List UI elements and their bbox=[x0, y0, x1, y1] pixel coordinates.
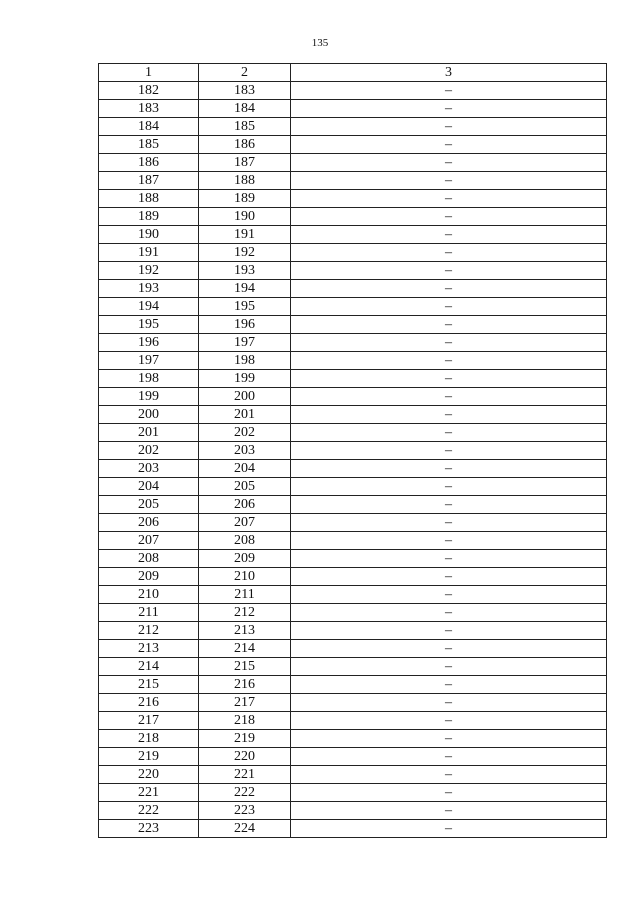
table-cell-col-3: – bbox=[291, 190, 607, 208]
table-cell-col-1: 200 bbox=[99, 406, 199, 424]
table-cell-col-1: 222 bbox=[99, 802, 199, 820]
table-row bbox=[99, 226, 607, 244]
table-row bbox=[99, 514, 607, 532]
table-cell-col-2: 193 bbox=[199, 262, 291, 280]
table-row bbox=[99, 766, 607, 784]
table-cell-col-2: 200 bbox=[199, 388, 291, 406]
table-cell-col-2: 199 bbox=[199, 370, 291, 388]
table-cell-col-3: – bbox=[291, 550, 607, 568]
column-header-1: 1 bbox=[99, 64, 199, 82]
table-cell-col-2: 221 bbox=[199, 766, 291, 784]
table-cell-col-2: 187 bbox=[199, 154, 291, 172]
table-row bbox=[99, 712, 607, 730]
table-cell-col-2: 206 bbox=[199, 496, 291, 514]
table-cell-col-1: 201 bbox=[99, 424, 199, 442]
table-cell-col-1: 205 bbox=[99, 496, 199, 514]
table-cell-col-2: 207 bbox=[199, 514, 291, 532]
table-cell-col-3: – bbox=[291, 676, 607, 694]
table-cell-col-2: 188 bbox=[199, 172, 291, 190]
table-row bbox=[99, 370, 607, 388]
table-row bbox=[99, 820, 607, 838]
table-cell-col-2: 214 bbox=[199, 640, 291, 658]
table-cell-col-1: 211 bbox=[99, 604, 199, 622]
table-cell-col-3: – bbox=[291, 280, 607, 298]
table-row bbox=[99, 208, 607, 226]
table-row bbox=[99, 784, 607, 802]
table-cell-col-3: – bbox=[291, 478, 607, 496]
table-cell-col-2: 195 bbox=[199, 298, 291, 316]
table-cell-col-1: 194 bbox=[99, 298, 199, 316]
table-cell-col-1: 190 bbox=[99, 226, 199, 244]
table-cell-col-3: – bbox=[291, 352, 607, 370]
table-cell-col-1: 195 bbox=[99, 316, 199, 334]
table-cell-col-3: – bbox=[291, 118, 607, 136]
table-row bbox=[99, 568, 607, 586]
table-cell-col-3: – bbox=[291, 460, 607, 478]
table-cell-col-2: 189 bbox=[199, 190, 291, 208]
table-cell-col-3: – bbox=[291, 640, 607, 658]
table-row bbox=[99, 316, 607, 334]
table-cell-col-2: 224 bbox=[199, 820, 291, 838]
table-cell-col-3: – bbox=[291, 244, 607, 262]
table-cell-col-3: – bbox=[291, 154, 607, 172]
table-row bbox=[99, 802, 607, 820]
table-cell-col-2: 210 bbox=[199, 568, 291, 586]
table-cell-col-2: 196 bbox=[199, 316, 291, 334]
table-cell-col-1: 208 bbox=[99, 550, 199, 568]
column-header-2: 2 bbox=[199, 64, 291, 82]
table-row bbox=[99, 334, 607, 352]
table-cell-col-2: 202 bbox=[199, 424, 291, 442]
table-cell-col-1: 221 bbox=[99, 784, 199, 802]
table-cell-col-3: – bbox=[291, 406, 607, 424]
table-cell-col-2: 185 bbox=[199, 118, 291, 136]
table-cell-col-2: 205 bbox=[199, 478, 291, 496]
table-cell-col-1: 206 bbox=[99, 514, 199, 532]
table-cell-col-3: – bbox=[291, 442, 607, 460]
table-cell-col-3: – bbox=[291, 514, 607, 532]
table-cell-col-1: 219 bbox=[99, 748, 199, 766]
table-body bbox=[99, 82, 607, 838]
table-row bbox=[99, 190, 607, 208]
table-cell-col-3: – bbox=[291, 730, 607, 748]
table-row bbox=[99, 352, 607, 370]
table-cell-col-1: 202 bbox=[99, 442, 199, 460]
table-cell-col-1: 199 bbox=[99, 388, 199, 406]
table-cell-col-2: 216 bbox=[199, 676, 291, 694]
table-row bbox=[99, 496, 607, 514]
table-row bbox=[99, 622, 607, 640]
table-cell-col-1: 188 bbox=[99, 190, 199, 208]
table-cell-col-1: 218 bbox=[99, 730, 199, 748]
table-cell-col-3: – bbox=[291, 568, 607, 586]
column-header-3: 3 bbox=[291, 64, 607, 82]
table-row bbox=[99, 262, 607, 280]
table-cell-col-2: 212 bbox=[199, 604, 291, 622]
table-cell-col-2: 219 bbox=[199, 730, 291, 748]
table-cell-col-2: 186 bbox=[199, 136, 291, 154]
table-cell-col-2: 222 bbox=[199, 784, 291, 802]
table-header-row bbox=[99, 64, 607, 82]
table-row bbox=[99, 442, 607, 460]
table-cell-col-3: – bbox=[291, 172, 607, 190]
table-cell-col-3: – bbox=[291, 694, 607, 712]
table-cell-col-3: – bbox=[291, 136, 607, 154]
table-cell-col-1: 207 bbox=[99, 532, 199, 550]
table-row bbox=[99, 586, 607, 604]
table-cell-col-3: – bbox=[291, 820, 607, 838]
data-table bbox=[98, 63, 607, 838]
table-cell-col-1: 209 bbox=[99, 568, 199, 586]
table-cell-col-1: 192 bbox=[99, 262, 199, 280]
table-row bbox=[99, 460, 607, 478]
table-cell-col-2: 197 bbox=[199, 334, 291, 352]
table-cell-col-3: – bbox=[291, 208, 607, 226]
table-cell-col-3: – bbox=[291, 586, 607, 604]
table-cell-col-1: 186 bbox=[99, 154, 199, 172]
table-cell-col-3: – bbox=[291, 316, 607, 334]
table-cell-col-1: 210 bbox=[99, 586, 199, 604]
table-cell-col-1: 216 bbox=[99, 694, 199, 712]
table-cell-col-2: 223 bbox=[199, 802, 291, 820]
table-cell-col-1: 203 bbox=[99, 460, 199, 478]
table-cell-col-1: 184 bbox=[99, 118, 199, 136]
table-cell-col-3: – bbox=[291, 658, 607, 676]
table-cell-col-3: – bbox=[291, 370, 607, 388]
table-cell-col-2: 208 bbox=[199, 532, 291, 550]
table-row bbox=[99, 172, 607, 190]
table-cell-col-3: – bbox=[291, 784, 607, 802]
table-cell-col-2: 217 bbox=[199, 694, 291, 712]
table-cell-col-3: – bbox=[291, 604, 607, 622]
table-cell-col-2: 203 bbox=[199, 442, 291, 460]
table-cell-col-3: – bbox=[291, 226, 607, 244]
table-cell-col-3: – bbox=[291, 496, 607, 514]
table-row bbox=[99, 694, 607, 712]
table-row bbox=[99, 82, 607, 100]
table-row bbox=[99, 280, 607, 298]
table-row bbox=[99, 424, 607, 442]
table-row bbox=[99, 100, 607, 118]
table-cell-col-3: – bbox=[291, 748, 607, 766]
table-row bbox=[99, 658, 607, 676]
table-cell-col-3: – bbox=[291, 766, 607, 784]
table-cell-col-1: 212 bbox=[99, 622, 199, 640]
table-cell-col-3: – bbox=[291, 712, 607, 730]
table-cell-col-3: – bbox=[291, 82, 607, 100]
table-cell-col-2: 190 bbox=[199, 208, 291, 226]
table-cell-col-3: – bbox=[291, 388, 607, 406]
table-row bbox=[99, 244, 607, 262]
table-cell-col-2: 213 bbox=[199, 622, 291, 640]
table-cell-col-1: 223 bbox=[99, 820, 199, 838]
table-cell-col-2: 184 bbox=[199, 100, 291, 118]
table-cell-col-1: 198 bbox=[99, 370, 199, 388]
table-cell-col-1: 220 bbox=[99, 766, 199, 784]
table-cell-col-1: 187 bbox=[99, 172, 199, 190]
table-row bbox=[99, 406, 607, 424]
table-cell-col-1: 217 bbox=[99, 712, 199, 730]
table-cell-col-1: 204 bbox=[99, 478, 199, 496]
table-row bbox=[99, 676, 607, 694]
table-cell-col-1: 183 bbox=[99, 100, 199, 118]
table-cell-col-2: 191 bbox=[199, 226, 291, 244]
table-cell-col-3: – bbox=[291, 298, 607, 316]
table-cell-col-2: 204 bbox=[199, 460, 291, 478]
page-number: 135 bbox=[311, 37, 329, 49]
table-cell-col-1: 196 bbox=[99, 334, 199, 352]
table-cell-col-1: 185 bbox=[99, 136, 199, 154]
table-cell-col-2: 211 bbox=[199, 586, 291, 604]
table-row bbox=[99, 154, 607, 172]
table-cell-col-1: 197 bbox=[99, 352, 199, 370]
table-row bbox=[99, 388, 607, 406]
table-cell-col-2: 201 bbox=[199, 406, 291, 424]
table-cell-col-3: – bbox=[291, 100, 607, 118]
table-cell-col-1: 215 bbox=[99, 676, 199, 694]
table-row bbox=[99, 136, 607, 154]
table-row bbox=[99, 550, 607, 568]
table-cell-col-1: 191 bbox=[99, 244, 199, 262]
table-cell-col-3: – bbox=[291, 802, 607, 820]
table-cell-col-1: 213 bbox=[99, 640, 199, 658]
table-cell-col-2: 194 bbox=[199, 280, 291, 298]
table-row bbox=[99, 640, 607, 658]
table-cell-col-1: 189 bbox=[99, 208, 199, 226]
table-cell-col-2: 192 bbox=[199, 244, 291, 262]
table-row bbox=[99, 298, 607, 316]
table-row bbox=[99, 532, 607, 550]
table-cell-col-1: 193 bbox=[99, 280, 199, 298]
table-cell-col-2: 209 bbox=[199, 550, 291, 568]
table-cell-col-2: 218 bbox=[199, 712, 291, 730]
table-cell-col-3: – bbox=[291, 622, 607, 640]
table-cell-col-2: 183 bbox=[199, 82, 291, 100]
table-cell-col-1: 182 bbox=[99, 82, 199, 100]
table-cell-col-3: – bbox=[291, 262, 607, 280]
table-row bbox=[99, 730, 607, 748]
table-cell-col-2: 198 bbox=[199, 352, 291, 370]
table-cell-col-3: – bbox=[291, 424, 607, 442]
table-cell-col-3: – bbox=[291, 334, 607, 352]
table-row bbox=[99, 478, 607, 496]
table-cell-col-2: 220 bbox=[199, 748, 291, 766]
table-row bbox=[99, 118, 607, 136]
table-cell-col-2: 215 bbox=[199, 658, 291, 676]
table-row bbox=[99, 604, 607, 622]
table-cell-col-3: – bbox=[291, 532, 607, 550]
table-row bbox=[99, 748, 607, 766]
table-cell-col-1: 214 bbox=[99, 658, 199, 676]
